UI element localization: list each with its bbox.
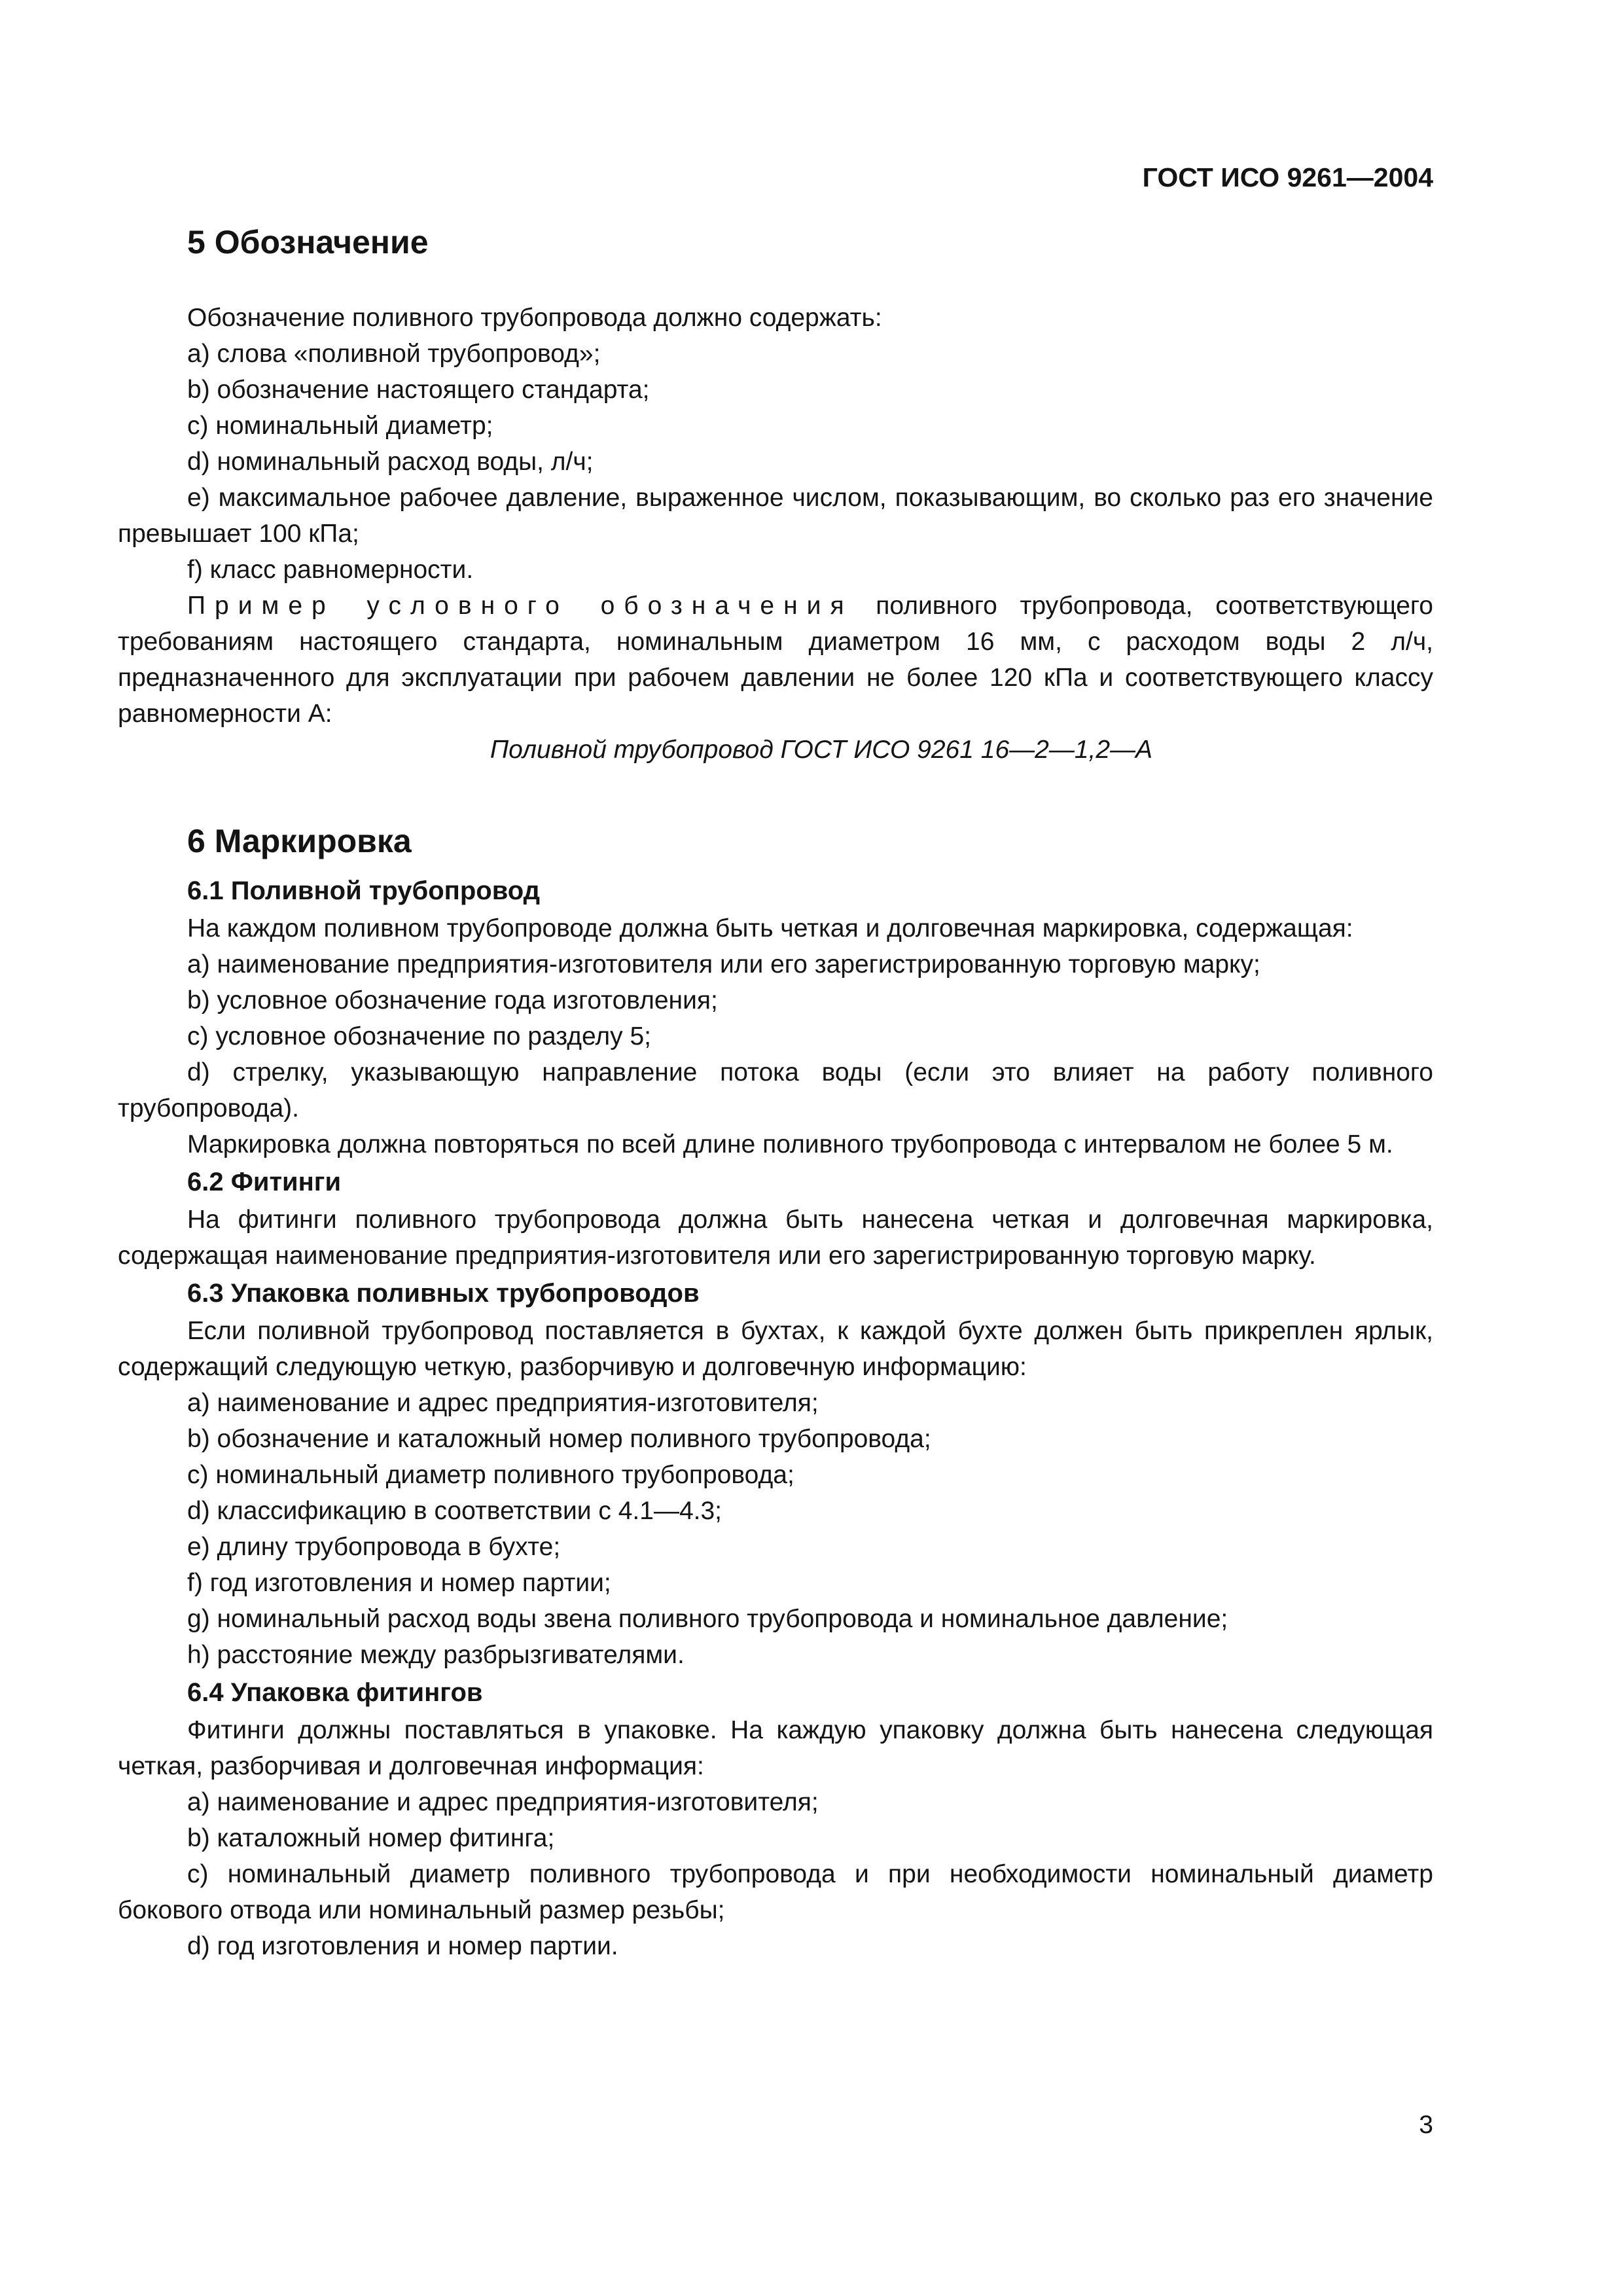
subsection-6-2-title: 6.2 Фитинги xyxy=(187,1168,342,1196)
list-item: a) наименование предприятия-изготовителя или его зарегистрированную торговую марку; xyxy=(187,950,1260,978)
subsection-6-3-intro: Если поливной трубопровод поставляется в бухтах, к каждой бухте должен быть прикреплен ярлык, содержащий следующую четкую, разборчивую и долговечную информацию: xyxy=(118,1317,1433,1381)
page-number: 3 xyxy=(1419,2111,1433,2139)
list-item: f) год изготовления и номер партии; xyxy=(187,1569,611,1597)
list-item: h) расстояние между разбрызгивателями. xyxy=(187,1641,685,1669)
example-designation: Поливной трубопровод ГОСТ ИСО 9261 16—2—1,2—А xyxy=(490,736,1153,764)
subsection-6-1-intro: На каждом поливном трубопроводе должна быть четкая и долговечная маркировка, содержащая: xyxy=(187,914,1353,942)
list-item: f) класс равномерности. xyxy=(187,556,474,584)
subsection-6-2-text: На фитинги поливного трубопровода должна быть нанесена четкая и долговечная маркировка, содержащая наименование предприятия-изготовителя или его зарегистрированную торговую марку. xyxy=(118,1206,1433,1270)
designation-example xyxy=(118,588,1433,732)
page-content xyxy=(118,216,1433,1964)
list-item: a) наименование и адрес предприятия-изготовителя; xyxy=(187,1788,819,1816)
list-item: b) каталожный номер фитинга; xyxy=(187,1824,555,1852)
list-item: c) номинальный диаметр; xyxy=(187,412,493,440)
list-item: b) обозначение настоящего стандарта; xyxy=(187,376,650,404)
list-item: c) номинальный диаметр поливного трубопровода и при необходимости номинальный диаметр бокового отвода или номинальный размер резьбы; xyxy=(118,1860,1433,1924)
example-label: Пример условного обозначения xyxy=(187,592,853,620)
subsection-6-1-note: Маркировка должна повторяться по всей длине поливного трубопровода с интервалом не более 5 м. xyxy=(187,1130,1393,1158)
list-item: d) стрелку, указывающую направление потока воды (если это влияет на работу поливного трубопровода). xyxy=(118,1058,1433,1122)
subsection-6-1-title: 6.1 Поливной трубопровод xyxy=(187,876,541,905)
section-5-intro: Обозначение поливного трубопровода должно содержать: xyxy=(187,304,882,332)
list-item: b) обозначение и каталожный номер поливного трубопровода; xyxy=(187,1425,931,1453)
document-code: ГОСТ ИСО 9261—2004 xyxy=(1142,162,1433,192)
list-item: e) длину трубопровода в бухте; xyxy=(187,1533,561,1561)
list-item: d) классификацию в соответствии с 4.1—4.3; xyxy=(187,1497,722,1525)
list-item: e) максимальное рабочее давление, выраженное числом, показывающим, во сколько раз его значение превышает 100 кПа; xyxy=(118,484,1433,548)
example-text: поливного трубопровода, соответствующего требованиям настоящего стандарта, номинальным диаметром 16 мм, с расходом воды 2 л/ч, предназначенного для эксплуатации при рабочем давлении не более 120 кПа и соответствующего классу равномерности А: xyxy=(118,592,1433,728)
section-6-title: 6 Маркировка xyxy=(187,823,412,859)
list-item: b) условное обозначение года изготовления; xyxy=(187,986,718,1014)
list-item: g) номинальный расход воды звена поливного трубопровода и номинальное давление; xyxy=(187,1605,1228,1633)
subsection-6-4-intro: Фитинги должны поставляться в упаковке. На каждую упаковку должна быть нанесена следующая четкая, разборчивая и долговечная информация: xyxy=(118,1716,1433,1780)
list-item: c) номинальный диаметр поливного трубопровода; xyxy=(187,1461,794,1489)
subsection-6-4-title: 6.4 Упаковка фитингов xyxy=(187,1678,483,1707)
list-item: a) наименование и адрес предприятия-изготовителя; xyxy=(187,1389,819,1417)
list-item: c) условное обозначение по разделу 5; xyxy=(187,1022,652,1050)
section-5-title: 5 Обозначение xyxy=(187,224,429,260)
list-item: d) номинальный расход воды, л/ч; xyxy=(187,448,594,476)
subsection-6-3-title: 6.3 Упаковка поливных трубопроводов xyxy=(187,1279,700,1308)
list-item: a) слова «поливной трубопровод»; xyxy=(187,340,601,368)
list-item: d) год изготовления и номер партии. xyxy=(187,1932,618,1960)
